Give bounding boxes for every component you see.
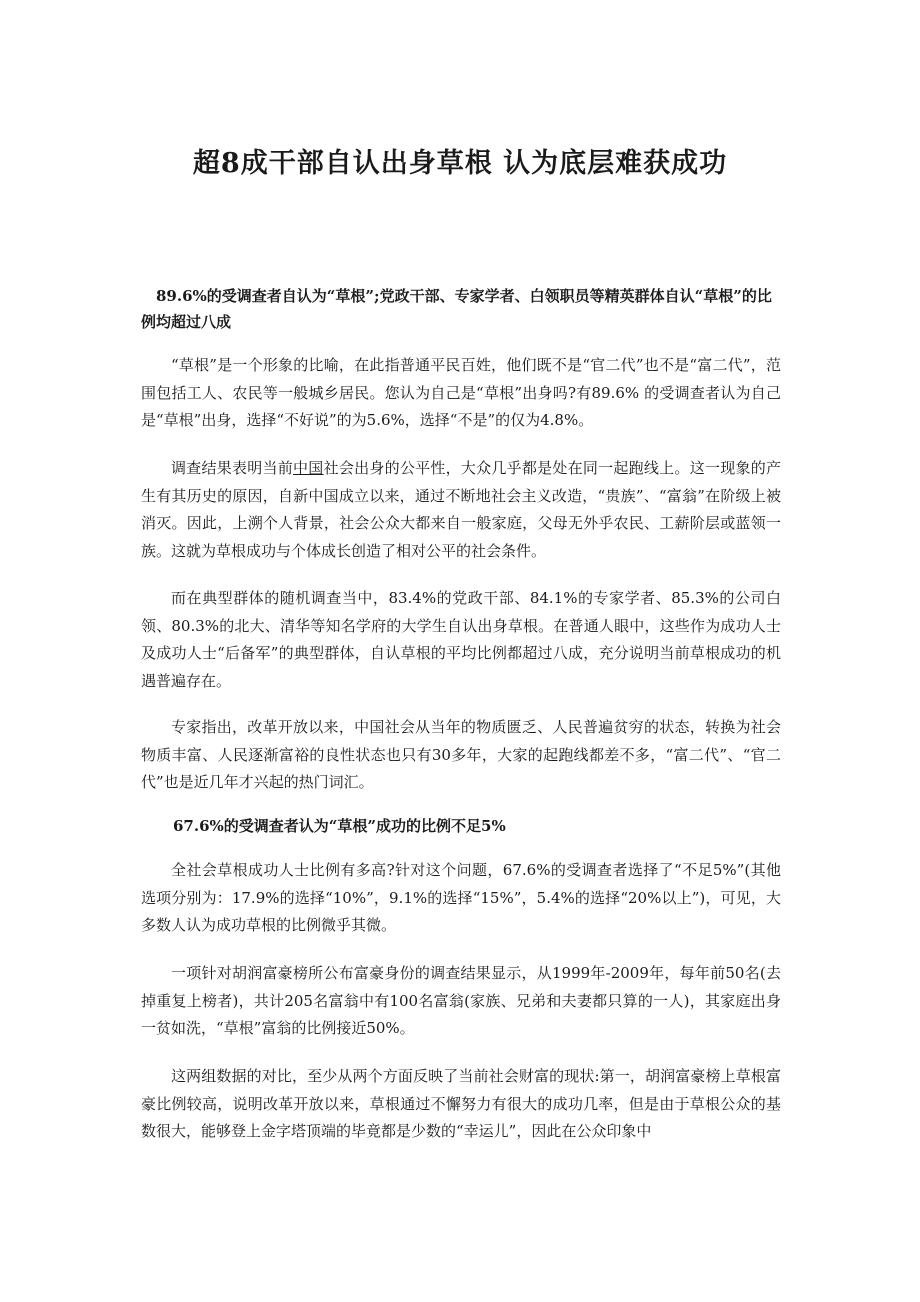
paragraph-1: “草根”是一个形象的比喻，在此指普通平民百姓，他们既不是“官二代”也不是“富二代”，范围包括工人、农民等一般城乡居民。您认为自己是“草根”出身吗?有89.6% 的受调查者认为自己是“草根”出身，选择“不好说”的为5.6%，选择“不是”的仅为4.8%。 bbox=[141, 356, 781, 429]
paragraph-2 bbox=[141, 455, 781, 565]
section-heading-1: 89.6%的受调查者自认为“草根”;党政干部、专家学者、白领职员等精英群体自认“草根”的比例均超过八成 bbox=[141, 287, 772, 331]
china-link[interactable]: 中国 bbox=[293, 459, 324, 477]
section-heading-2: 67.6%的受调查者认为“草根”成功的比例不足5% bbox=[173, 817, 506, 835]
paragraph-7: 这两组数据的对比，至少从两个方面反映了当前社会财富的现状:第一，胡润富豪榜上草根富豪比例较高，说明改革开放以来，草根通过不懈努力有很大的成功几率，但是由于草根公众的基数很大，能够登上金字塔顶端的毕竟都是少数的“幸运儿”，因此在公众印象中 bbox=[141, 1067, 781, 1140]
paragraph-2-text-b: 社会出身的公平性，大众几乎都是处在同一起跑线上。这一现象的产生有其历史的原因，自新中国成立以来，通过不断地社会主义改造，“贵族”、“富翁”在阶级上被消灭。因此，上溯个人背景，社会公众大都来自一般家庭，父母无外乎农民、工薪阶层或蓝领一族。这就为草根成功与个体成长创造了相对公平的社会条件。 bbox=[141, 459, 781, 560]
paragraph-5: 全社会草根成功人士比例有多高?针对这个问题，67.6%的受调查者选择了“不足5%”(其他选项分别为：17.9%的选择“10%”，9.1%的选择“15%”，5.4%的选择“20%以上”)，可见，大多数人认为成功草根的比例微乎其微。 bbox=[141, 861, 781, 934]
paragraph-3: 而在典型群体的随机调查当中，83.4%的党政干部、84.1%的专家学者、85.3%的公司白领、80.3%的北大、清华等知名学府的大学生自认出身草根。在普通人眼中，这些作为成功人士及成功人士“后备军”的典型群体，自认草根的平均比例都超过八成，充分说明当前草根成功的机遇普遍存在。 bbox=[141, 589, 781, 690]
paragraph-4: 专家指出，改革开放以来，中国社会从当年的物质匮乏、人民普遍贫穷的状态，转换为社会物质丰富、人民逐渐富裕的良性状态也只有30多年，大家的起跑线都差不多，“富二代”、“官二代”也是近几年才兴起的热门词汇。 bbox=[141, 718, 781, 791]
article-title: 超8成干部自认出身草根 认为底层难获成功 bbox=[192, 148, 728, 179]
paragraph-2-text-a: 调查结果表明当前 bbox=[171, 459, 294, 477]
paragraph-6: 一项针对胡润富豪榜所公布富豪身份的调查结果显示，从1999年-2009年，每年前50名(去掉重复上榜者)，共计205名富翁中有100名富翁(家族、兄弟和夫妻都只算的一人)，其家庭出身一贫如洗，“草根”富翁的比例接近50%。 bbox=[141, 964, 781, 1037]
